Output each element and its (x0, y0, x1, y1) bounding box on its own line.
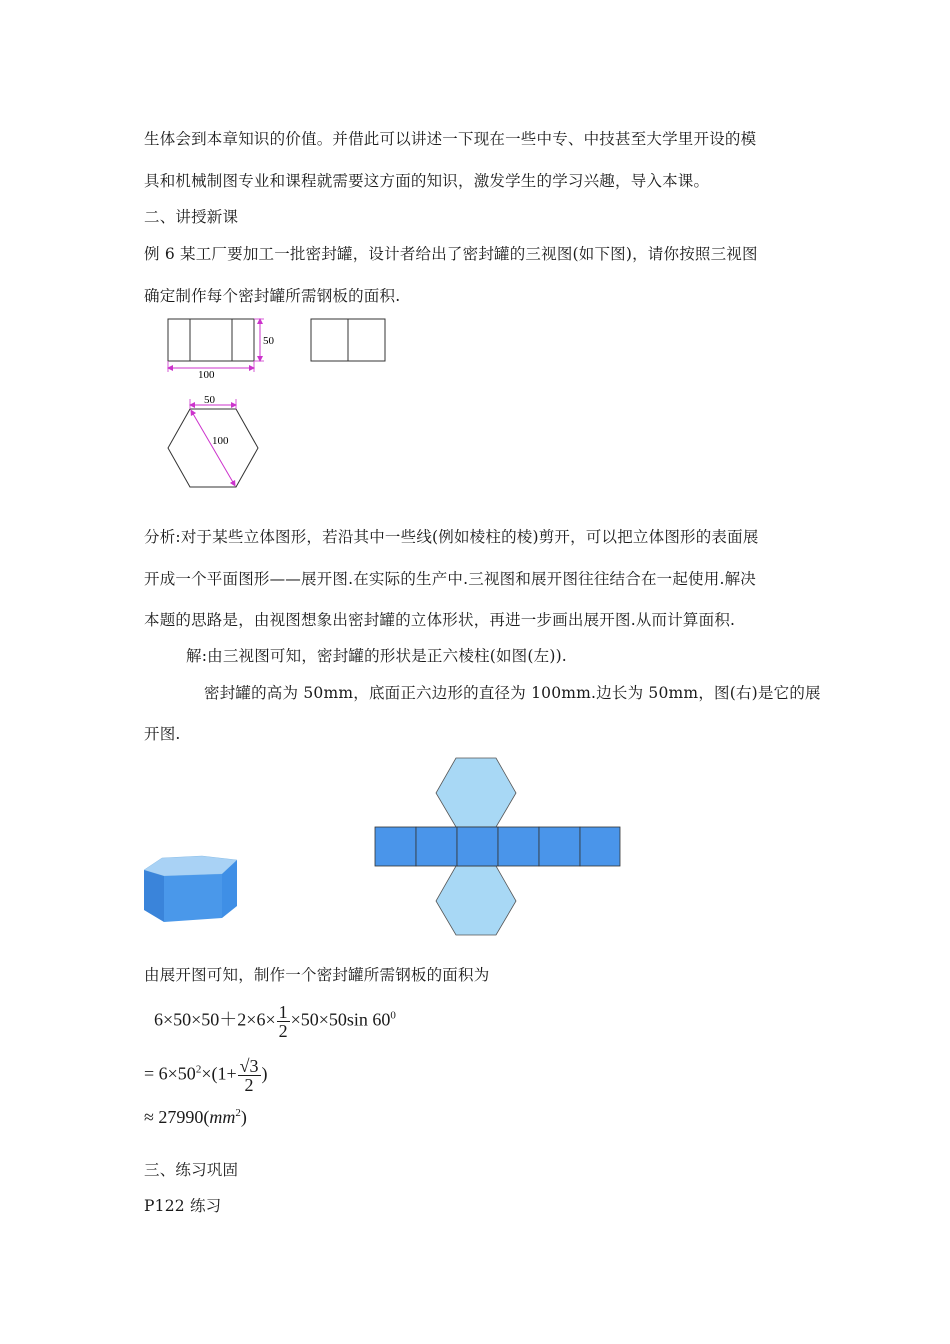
formula-2-part-b: ×(1+ (201, 1063, 237, 1084)
top-diameter-label: 100 (212, 435, 229, 447)
prism-left-face (144, 870, 164, 922)
front-view (168, 319, 254, 361)
top-view (168, 394, 258, 487)
prism-front-face (164, 874, 222, 922)
practice-reference: P122 练习 (144, 1197, 222, 1215)
analysis-line-3: 本题的思路是，由视图想象出密封罐的立体形状，再进一步画出展开图.从而计算面积. (144, 611, 736, 629)
solution-line-1: 解:由三视图可知，密封罐的形状是正六棱柱(如图(左)). (186, 647, 567, 665)
formula-3-square: 2 (235, 1107, 241, 1119)
formula-2-part-a: = 6×50 (144, 1063, 196, 1084)
formula-3-part-a: ≈ 27990( (144, 1107, 210, 1127)
net-side-strip (375, 827, 620, 866)
analysis-line-1: 分析:对于某些立体图形，若沿其中一些线(例如棱柱的棱)剪开，可以把立体图形的表面展 (144, 528, 759, 546)
fraction-sqrt3-den: 2 (244, 1075, 254, 1095)
front-width-label: 100 (198, 369, 215, 381)
three-view-drawing (160, 312, 400, 497)
fraction-half (277, 1003, 290, 1040)
formula-2-part-c: ) (261, 1063, 268, 1084)
formula-3-part-c: ) (240, 1107, 247, 1127)
analysis-line-2: 开成一个平面图形——展开图.在实际的生产中.三视图和展开图往往结合在一起使用.解决 (144, 570, 756, 588)
example-line-2: 确定制作每个密封罐所需钢板的面积. (144, 287, 401, 305)
net-bottom-hexagon (436, 866, 516, 935)
formula-2-square: 2 (195, 1063, 202, 1076)
prism-top-face (144, 856, 237, 876)
solution-line-3: 开图. (144, 725, 181, 743)
formula-3-unit: mm (209, 1107, 236, 1127)
fraction-sqrt3-num: √3 (239, 1056, 259, 1076)
formula-1-part-b: ×50×50sin 60 (290, 1009, 391, 1030)
formula-line-3 (144, 1107, 247, 1128)
net-top-hexagon (436, 758, 516, 827)
formula-line-1 (154, 1003, 396, 1040)
top-side-label: 50 (204, 394, 215, 406)
solution-line-2: 密封罐的高为 50mm，底面正六边形的直径为 100mm.边长为 50mm，图(右)是它的展 (204, 684, 821, 702)
formula-1-degree: 0 (390, 1009, 396, 1022)
fraction-half-den: 2 (278, 1021, 288, 1041)
formula-line-2 (144, 1057, 268, 1094)
front-width-dimension (168, 361, 254, 381)
example-line-1: 例 6 某工厂要加工一批密封罐，设计者给出了密封罐的三视图(如下图)，请你按照三视图 (144, 245, 758, 263)
paragraph-line-2: 具和机械制图专业和课程就需要这方面的知识，激发学生的学习兴趣，导入本课。 (144, 172, 710, 190)
result-line: 由展开图可知，制作一个密封罐所需钢板的面积为 (144, 966, 490, 984)
paragraph-line-1: 生体会到本章知识的价值。并借此可以讲述一下现在一些中专、中技甚至大学里开设的模 (144, 130, 757, 148)
prism-net-figure (370, 755, 625, 940)
hexagonal-prism-figure (140, 850, 245, 925)
front-height-dimension (254, 319, 275, 361)
fraction-half-num: 1 (278, 1002, 288, 1022)
formula-1-part-a: 6×50×50＋2×6× (154, 1009, 276, 1030)
side-view (311, 319, 385, 361)
section-heading-practice: 三、练习巩固 (144, 1161, 239, 1179)
section-heading-teach: 二、讲授新课 (144, 208, 239, 226)
front-height-label: 50 (263, 335, 274, 347)
fraction-sqrt3 (238, 1057, 261, 1094)
